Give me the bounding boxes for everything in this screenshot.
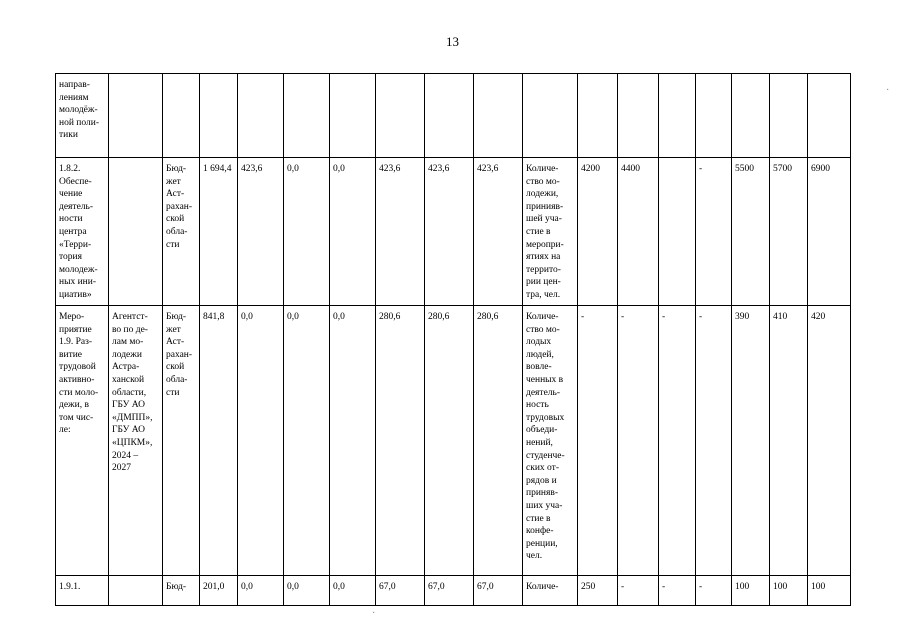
cell-text: 0,0 [241, 582, 253, 592]
table-cell [425, 306, 474, 576]
table-cell [696, 158, 732, 306]
table-row [56, 158, 851, 306]
table-cell [109, 74, 163, 158]
table-cell [56, 74, 109, 158]
cell-text: 6900 [811, 164, 830, 174]
table-cell [732, 306, 770, 576]
cell-text: Бюд- жет Аст- рахан- ской обла- сти [166, 164, 193, 250]
table-cell [474, 74, 523, 158]
cell-text: 423,6 [477, 164, 499, 174]
table-cell [238, 576, 284, 606]
cell-text: - [621, 312, 625, 322]
cell-text: 423,6 [379, 164, 401, 174]
cell-text: 423,6 [428, 164, 450, 174]
table-cell [618, 306, 659, 576]
cell-text: 0,0 [287, 164, 299, 174]
cell-text: - [621, 582, 625, 592]
table-cell [330, 158, 376, 306]
cell-text: Бюд- жет Аст- рахан- ской обла- сти [166, 312, 193, 398]
table-cell [200, 576, 238, 606]
cell-text: 250 [581, 582, 596, 592]
table-cell [163, 74, 200, 158]
table-cell [808, 158, 851, 306]
table-cell [770, 576, 808, 606]
table-cell [696, 74, 732, 158]
table-cell [238, 306, 284, 576]
table-cell [732, 576, 770, 606]
table-cell [578, 306, 618, 576]
table-cell [474, 306, 523, 576]
table-cell [618, 576, 659, 606]
table-cell [284, 158, 330, 306]
page-number: 13 [446, 34, 459, 49]
cell-text: 5500 [735, 164, 754, 174]
table-cell [808, 306, 851, 576]
cell-text: 0,0 [241, 312, 253, 322]
table-cell [376, 158, 425, 306]
table-cell [732, 74, 770, 158]
table-cell [109, 158, 163, 306]
table-cell [523, 576, 578, 606]
table-cell [56, 158, 109, 306]
cell-text: Бюд- [166, 582, 187, 592]
table-cell [770, 74, 808, 158]
program-table [55, 73, 851, 606]
cell-text: Количе- ство мо- лодых людей, вовле- ченных в деятель- ность трудовых объеди- нений, студенче- ских от- рядов и приняв- ших уча- стие в конфе- ренции, чел. [526, 312, 565, 562]
cell-text: 0,0 [333, 164, 345, 174]
cell-text: Агентст- во по де- лам мо- лодежи Астра- ханской области, ГБУ АО «ДМПП», ГБУ АО «ЦПКМ», 2024 – 2027 [112, 312, 153, 474]
table-cell [659, 576, 696, 606]
cell-text: 201,0 [203, 582, 225, 592]
cell-text: 100 [773, 582, 788, 592]
table-cell [770, 158, 808, 306]
table-cell [163, 576, 200, 606]
cell-text: - [662, 312, 666, 322]
table-row [56, 306, 851, 576]
table-cell [696, 306, 732, 576]
cell-text: 280,6 [428, 312, 450, 322]
cell-text: 67,0 [477, 582, 494, 592]
table-body [56, 74, 851, 606]
cell-text: 0,0 [333, 582, 345, 592]
stray-mark: · [372, 608, 376, 619]
cell-text: - [581, 312, 585, 322]
table-cell [200, 158, 238, 306]
table-cell [425, 576, 474, 606]
cell-text: 1 694,4 [203, 164, 232, 174]
cell-text: 390 [735, 312, 750, 322]
cell-text: 5700 [773, 164, 792, 174]
table-cell [376, 306, 425, 576]
table-cell [659, 74, 696, 158]
table-cell [659, 306, 696, 576]
cell-text: - [699, 164, 703, 174]
cell-text: 280,6 [379, 312, 401, 322]
cell-text: Количе- [526, 582, 559, 592]
stray-mark: · [886, 85, 890, 96]
cell-text: 1.8.2. Обеспе- чение деятель- ности центра «Терри- тория молодеж- ных ини- циатив» [59, 164, 98, 300]
table-cell [238, 158, 284, 306]
cell-text: Меро- приятие 1.9. Раз- витие трудовой активно- сти моло- дежи, в том чис- ле: [59, 312, 99, 436]
table-cell [109, 306, 163, 576]
table-cell [330, 576, 376, 606]
table-cell [732, 158, 770, 306]
table-cell [284, 74, 330, 158]
table-cell [618, 74, 659, 158]
table-cell [578, 74, 618, 158]
table-cell [284, 576, 330, 606]
table-cell [425, 158, 474, 306]
table-cell [770, 306, 808, 576]
table-cell [659, 158, 696, 306]
table-row [56, 74, 851, 158]
table-cell [474, 576, 523, 606]
cell-text: 0,0 [287, 312, 299, 322]
cell-text: - [699, 312, 703, 322]
table-cell [376, 576, 425, 606]
table-cell [330, 74, 376, 158]
table-cell [474, 158, 523, 306]
cell-text: - [662, 582, 666, 592]
cell-text: 67,0 [428, 582, 445, 592]
cell-text: 1.9.1. [59, 582, 81, 592]
cell-text: 4200 [581, 164, 600, 174]
table-cell [696, 576, 732, 606]
table-cell [618, 158, 659, 306]
cell-text: 410 [773, 312, 788, 322]
table-cell [163, 158, 200, 306]
table-cell [578, 576, 618, 606]
cell-text: 0,0 [333, 312, 345, 322]
table-cell [330, 306, 376, 576]
table-cell [109, 576, 163, 606]
cell-text: Количе- ство мо- лодежи, принияв- шей уча- стие в меропри- ятиях на террито- рии цен- тра, чел. [526, 164, 564, 300]
cell-text: направ- лениям молодёж- ной поли- тики [59, 80, 99, 141]
cell-text: 100 [811, 582, 826, 592]
table-cell [376, 74, 425, 158]
cell-text: 280,6 [477, 312, 499, 322]
table-cell [56, 576, 109, 606]
cell-text: 420 [811, 312, 826, 322]
table-cell [163, 306, 200, 576]
cell-text: 841,8 [203, 312, 225, 322]
table-cell [523, 306, 578, 576]
table-cell [425, 74, 474, 158]
cell-text: 0,0 [287, 582, 299, 592]
table-cell [200, 74, 238, 158]
cell-text: 100 [735, 582, 750, 592]
table-cell [523, 74, 578, 158]
cell-text: 67,0 [379, 582, 396, 592]
table-cell [808, 576, 851, 606]
table-cell [56, 306, 109, 576]
cell-text: 423,6 [241, 164, 263, 174]
table-cell [808, 74, 851, 158]
table-cell [238, 74, 284, 158]
table-cell [284, 306, 330, 576]
table-row [56, 576, 851, 606]
table-cell [200, 306, 238, 576]
table-cell [578, 158, 618, 306]
cell-text: - [699, 582, 703, 592]
cell-text: 4400 [621, 164, 640, 174]
table-cell [523, 158, 578, 306]
